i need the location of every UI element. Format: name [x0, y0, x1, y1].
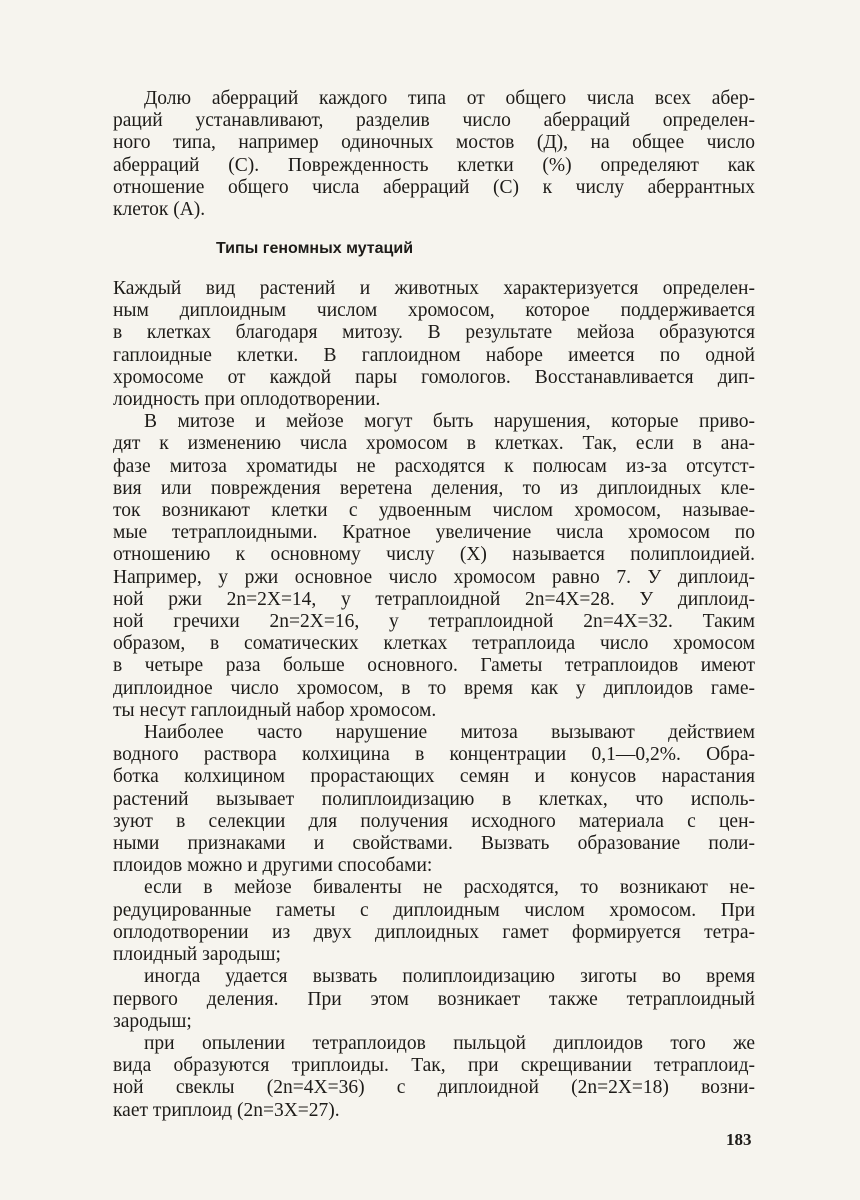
text-line: растений вызывает полиплоидизацию в клетках, что исполь- [113, 788, 755, 810]
text-line: ными признаками и свойствами. Вызвать образование поли- [113, 833, 755, 855]
text-line: кает триплоид (2n=3X=27). [113, 1099, 340, 1121]
text-line: мые тетраплоидными. Кратное увеличение числа хромосом по [113, 522, 755, 544]
text-line: В митозе и мейозе могут быть нарушения, которые приво- [144, 411, 755, 433]
text-line: иногда удается вызвать полиплоидизацию зиготы во время [144, 966, 755, 988]
text-line: клеток (А). [113, 199, 206, 221]
text-line: гаплоидные клетки. В гаплоидном наборе имеется по одной [113, 344, 755, 366]
text-line: Каждый вид растений и животных характеризуется определен- [113, 278, 755, 299]
text-line: Например, у ржи основное число хромосом равно 7. У диплоид- [113, 566, 755, 588]
text-line: образом, в соматических клетках тетраплоида число хромосом [113, 633, 755, 655]
aberration-paragraph [113, 88, 755, 221]
page-number: 183 [726, 1130, 752, 1149]
text-line: ной гречихи 2n=2X=16, у тетраплоидной 2n=4X=32. Таким [113, 611, 755, 633]
genomic-mutations-body [113, 278, 755, 1122]
text-line: плоидный зародыш; [113, 944, 281, 966]
text-line: аберраций (С). Поврежденность клетки (%) определяют как [113, 154, 755, 176]
text-line: оплодотворении из двух диплоидных гамет формируется тетра- [113, 921, 755, 943]
text-line: диплоидное число хромосом, в то время как у диплоидов гаме- [113, 677, 755, 699]
text-line: Наиболее часто нарушение митоза вызывают действием [144, 722, 755, 744]
text-line: плоидов можно и другими способами: [113, 855, 433, 877]
text-line: при опылении тетраплоидов пыльцой диплоидов того же [144, 1032, 755, 1054]
text-line: редуцированные гаметы с диплоидным числом хромосом. При [113, 899, 755, 921]
text-line: в четыре раза больше основного. Гаметы тетраплоидов имеют [113, 655, 755, 677]
text-line: вия или повреждения веретена деления, то из диплоидных кле- [113, 477, 755, 499]
section-heading: Типы геномных мутаций [216, 240, 414, 257]
text-line: зародыш; [113, 1010, 192, 1032]
text-line: отношению к основному числу (X) называется полиплоидией. [113, 544, 755, 566]
text-line: фазе митоза хроматиды не расходятся к полюсам из-за отсутст- [113, 455, 755, 477]
text-line: дят к изменению числа хромосом в клетках. Так, если в ана- [113, 433, 755, 455]
text-line: раций устанавливают, разделив число аберраций определен- [113, 110, 755, 132]
text-line: первого деления. При этом возникает также тетраплоидный [113, 988, 755, 1010]
text-line: Долю аберраций каждого типа от общего числа всех абер- [144, 88, 755, 109]
text-line: ной ржи 2n=2X=14, у тетраплоидной 2n=4X=28. У диплоид- [113, 588, 755, 610]
text-line: зуют в селекции для получения исходного материала с цен- [113, 810, 755, 832]
text-line: ного типа, например одиночных мостов (Д), на общее число [113, 132, 755, 154]
text-line: отношение общего числа аберраций (С) к числу аберрантных [113, 176, 755, 198]
text-line: лоидность при оплодотворении. [113, 389, 381, 411]
text-line: ной свеклы (2n=4X=36) с диплоидной (2n=2X=18) возни- [113, 1077, 755, 1099]
text-line: хромосоме от каждой пары гомологов. Восстанавливается дип- [113, 366, 755, 388]
text-line: ным диплоидным числом хромосом, которое поддерживается [113, 300, 755, 322]
text-line: в клетках благодаря митозу. В результате мейоза образуются [113, 322, 755, 344]
text-line: водного раствора колхицина в концентрации 0,1—0,2%. Обра- [113, 744, 755, 766]
text-line: ботка колхицином прорастающих семян и конусов нарастания [113, 766, 755, 788]
text-line: ток возникают клетки с удвоенным числом хромосом, называе- [113, 500, 755, 522]
text-line: если в мейозе биваленты не расходятся, то возникают не- [144, 877, 755, 899]
text-line: вида образуются триплоиды. Так, при скрещивании тетраплоид- [113, 1055, 755, 1077]
text-line: ты несут гаплоидный набор хромосом. [113, 699, 437, 721]
